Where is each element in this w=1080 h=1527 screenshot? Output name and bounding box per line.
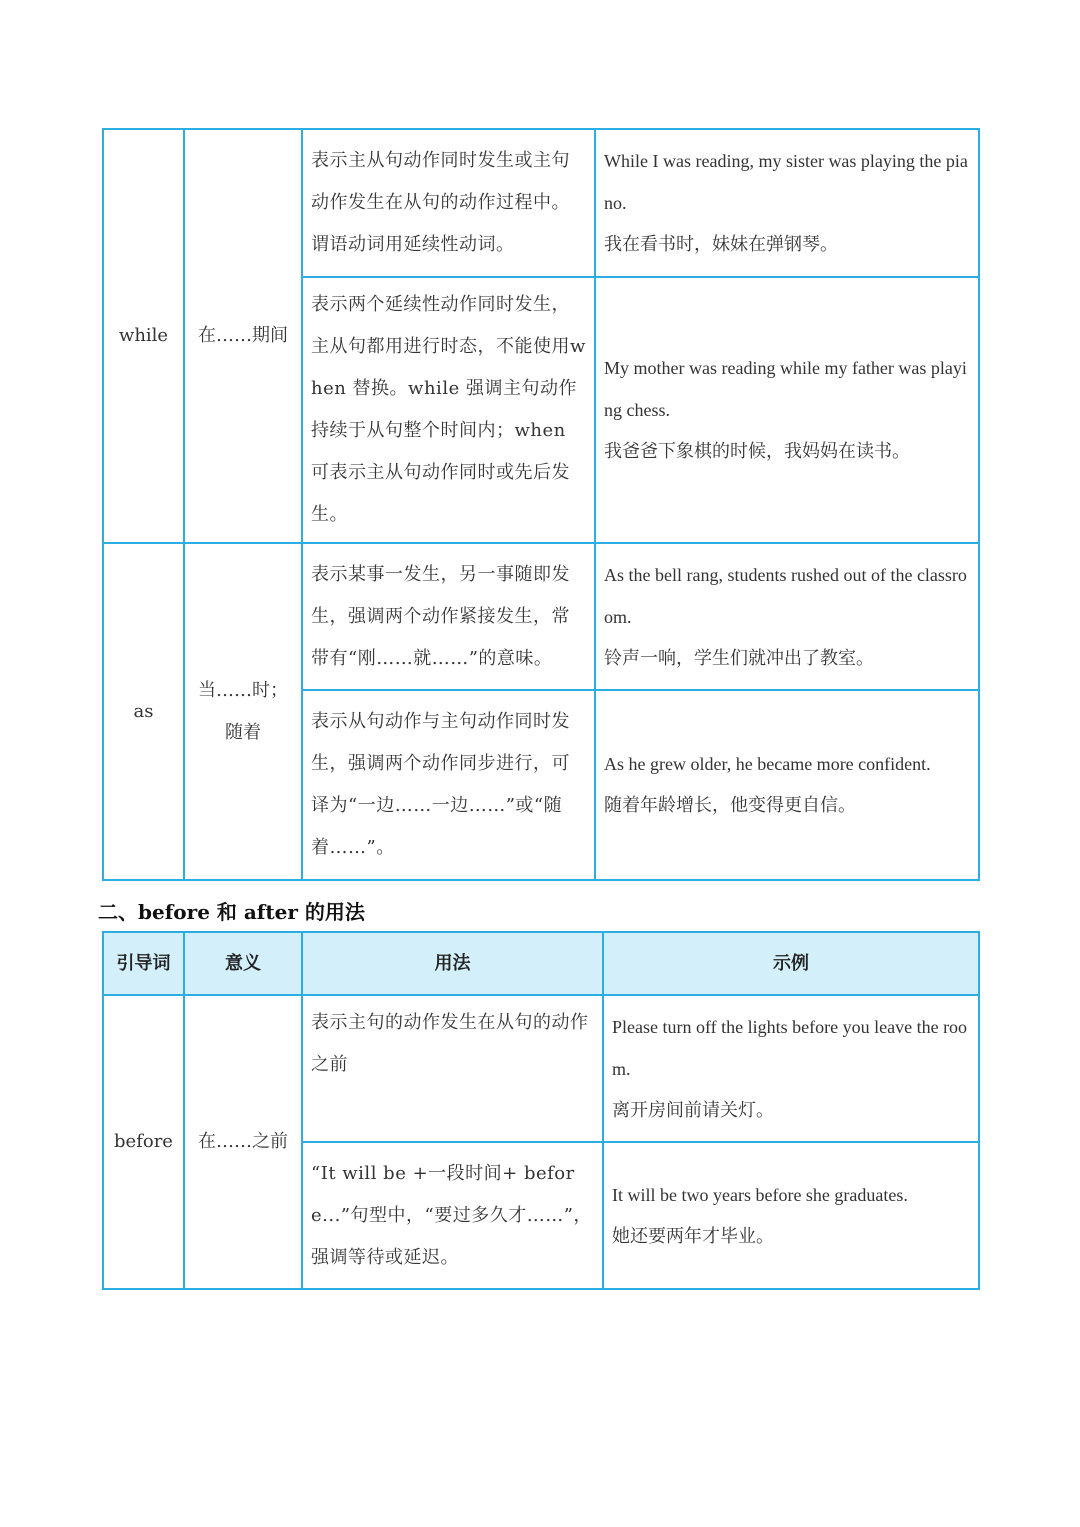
meaning-cell: 当……时；随着 — [184, 543, 302, 880]
usage-cell: 表示主从句动作同时发生或主句动作发生在从句的动作过程中。谓语动词用延续性动词。 — [302, 129, 595, 277]
example-english: As the bell rang, students rushed out of the classroom. — [604, 564, 967, 627]
meaning-cell: 在……期间 — [184, 129, 302, 543]
meaning-cell: 在……之前 — [184, 995, 302, 1289]
column-header: 示例 — [603, 932, 979, 995]
example-chinese: 随着年龄增长，他变得更自信。 — [604, 795, 856, 816]
usage-cell: “It will be +一段时间+ before...”句型中，“要过多久才……”，强调等待或延迟。 — [302, 1142, 603, 1289]
word-cell: before — [103, 995, 184, 1289]
table-row — [103, 129, 979, 277]
conjunction-table-1 — [102, 128, 980, 881]
example-english: While I was reading, my sister was playing the piano. — [604, 151, 968, 213]
table-row — [103, 995, 979, 1142]
example-chinese: 铃声一响，学生们就冲出了教室。 — [604, 647, 874, 669]
usage-cell: 表示两个延续性动作同时发生，主从句都用进行时态，不能使用when 替换。while 强调主句动作持续于从句整个时间内；when 可表示主从句动作同时或先后发生。 — [302, 277, 595, 543]
word-cell: while — [103, 129, 184, 543]
example-english: My mother was reading while my father was playing chess. — [604, 358, 967, 420]
example-cell — [603, 1142, 979, 1289]
column-header: 引导词 — [103, 932, 184, 995]
conjunction-table-2 — [102, 931, 980, 1290]
example-cell — [603, 995, 979, 1142]
example-chinese: 离开房间前请关灯。 — [612, 1099, 774, 1121]
table-row — [103, 543, 979, 690]
usage-cell: 表示某事一发生，另一事随即发生，强调两个动作紧接发生，常带有“刚……就……”的意味。 — [302, 543, 595, 690]
example-chinese: 她还要两年才毕业。 — [612, 1225, 774, 1247]
example-chinese: 我爸爸下象棋的时候，我妈妈在读书。 — [604, 441, 910, 462]
example-chinese: 我在看书时，妹妹在弹钢琴。 — [604, 234, 838, 255]
section-heading: 二、before 和 after 的用法 — [98, 900, 365, 924]
usage-cell: 表示主句的动作发生在从句的动作之前 — [302, 995, 603, 1142]
usage-cell: 表示从句动作与主句动作同时发生，强调两个动作同步进行，可译为“一边……一边……”或“随着……”。 — [302, 690, 595, 880]
example-cell — [595, 277, 979, 543]
example-cell — [595, 543, 979, 690]
example-english: As he grew older, he became more confident. — [604, 754, 931, 774]
column-header: 用法 — [302, 932, 603, 995]
example-cell — [595, 129, 979, 277]
example-cell — [595, 690, 979, 880]
example-english: Please turn off the lights before you leave the room. — [612, 1016, 968, 1079]
word-cell: as — [103, 543, 184, 880]
column-header: 意义 — [184, 932, 302, 995]
example-english: It will be two years before she graduates. — [612, 1184, 908, 1205]
table-header-row — [103, 932, 979, 995]
